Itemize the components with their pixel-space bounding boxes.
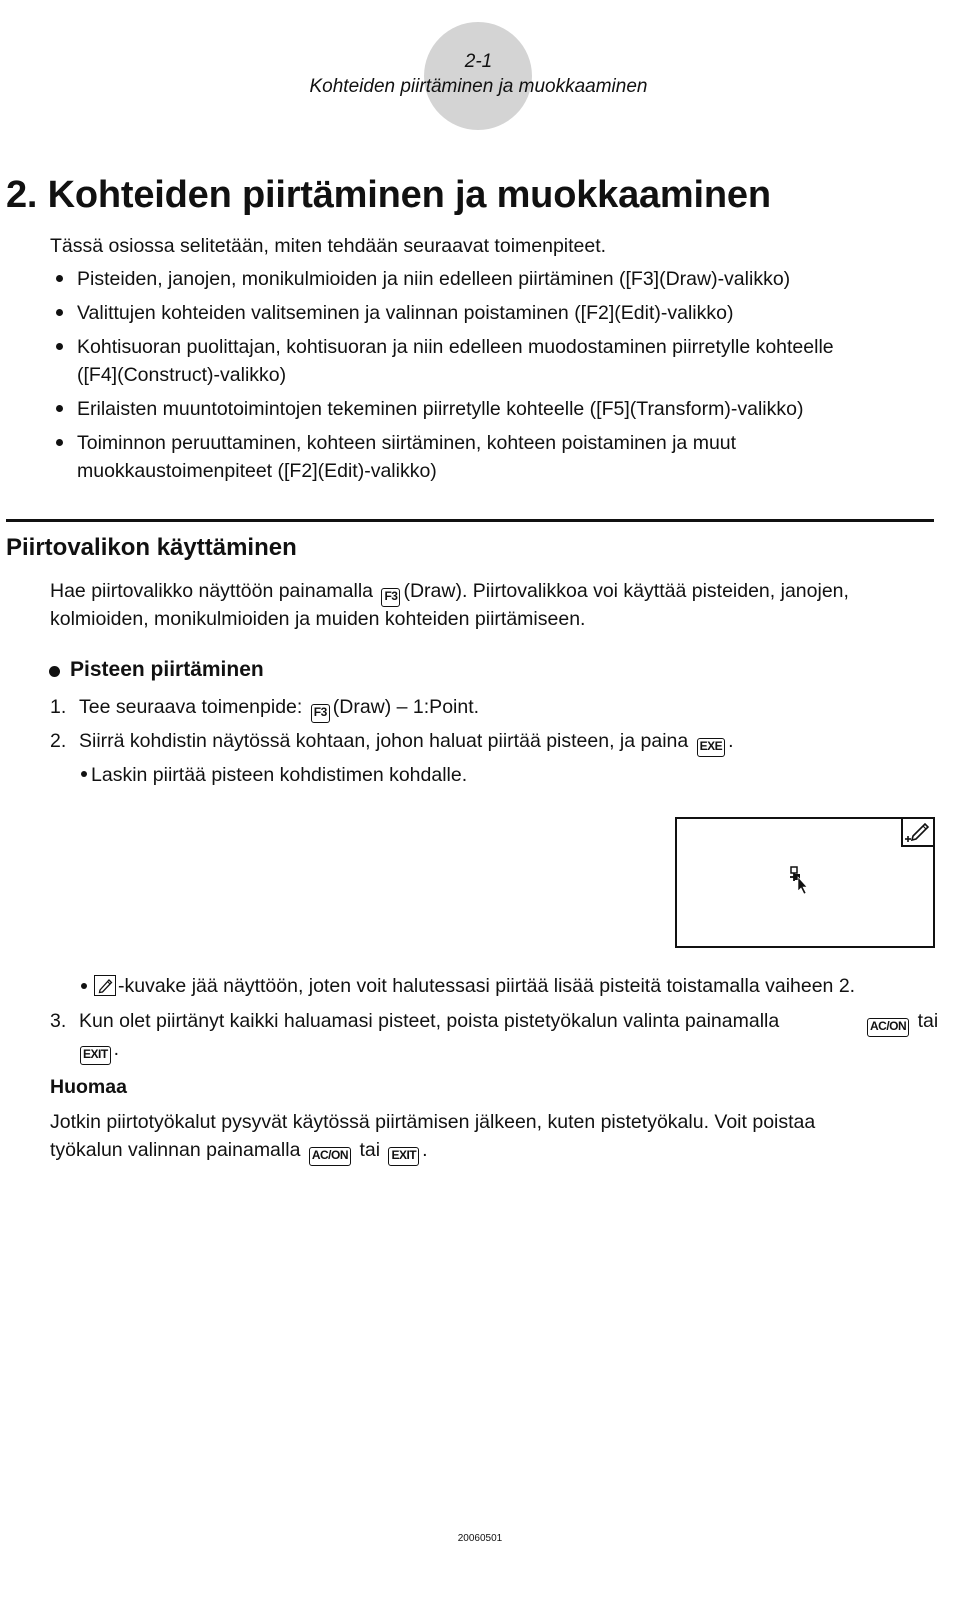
step-1-number: 1. <box>50 696 67 718</box>
paragraph-text: Hae piirtovalikko näyttöön painamalla <box>50 580 374 602</box>
list-item: Valittujen kohteiden valitseminen ja valinnan poistaminen ([F2](Edit)-valikko) <box>77 302 734 324</box>
note-title: Huomaa <box>50 1076 127 1098</box>
f3-key-icon: F3 <box>381 588 400 607</box>
subsection-title: Pisteen piirtäminen <box>70 658 264 681</box>
bullet-dot <box>56 343 63 350</box>
step-2-number: 2. <box>50 730 67 752</box>
chapter-intro: Tässä osiossa selitetään, miten tehdään seuraavat toimenpiteet. <box>50 235 607 257</box>
section-paragraph-line-1 <box>50 578 849 607</box>
bullet-dot <box>81 983 87 989</box>
step-text: tai <box>917 1010 939 1032</box>
section-paragraph-line-2: kolmioiden, monikulmioiden ja muiden kohteiden piirtämiseen. <box>50 608 586 630</box>
exe-key-icon: EXE <box>697 738 726 757</box>
running-title: Kohteiden piirtäminen ja muokkaaminen <box>309 76 648 97</box>
list-item-continuation: ([F4](Construct)-valikko) <box>77 364 287 386</box>
note-line-1: Jotkin piirtotyökalut pysyvät käytössä piirtämisen jälkeen, kuten pistetyökalu. Voit poistaa <box>50 1111 816 1133</box>
f3-key-icon: F3 <box>311 704 330 723</box>
bullet-dot <box>56 439 63 446</box>
list-item: Erilaisten muuntotoimintojen tekeminen piirretylle kohteelle ([F5](Transform)-valikko) <box>77 398 804 420</box>
list-item: Kohtisuoran puolittajan, kohtisuoran ja niin edelleen muodostaminen piirretylle kohteelle <box>77 336 834 358</box>
note-line-2 <box>50 1137 428 1166</box>
step-2-text <box>79 728 734 757</box>
step-text: Tee seuraava toimenpide: <box>79 696 303 718</box>
step-2-note: Laskin piirtää pisteen kohdistimen kohdalle. <box>91 764 468 786</box>
exit-key-icon: EXIT <box>388 1147 419 1166</box>
step-text: Siirrä kohdistin näytössä kohtaan, johon haluat piirtää pisteen, ja paina <box>79 730 689 752</box>
step-3-number: 3. <box>50 1010 67 1032</box>
pen-note <box>90 973 855 999</box>
step-text: (Draw) – 1:Point. <box>332 696 480 718</box>
list-item-continuation: muokkaustoimenpiteet ([F2](Edit)-valikko) <box>77 460 437 482</box>
list-item: Pisteiden, janojen, monikulmioiden ja niin edelleen piirtäminen ([F3](Draw)-valikko) <box>77 268 791 290</box>
note-text: työkalun valinnan painamalla <box>50 1139 301 1161</box>
exit-key-icon: EXIT <box>80 1046 111 1065</box>
list-item: Toiminnon peruuttaminen, kohteen siirtäminen, kohteen poistaminen ja muut <box>77 432 737 454</box>
note-text: tai <box>359 1139 381 1161</box>
section-divider <box>6 519 934 522</box>
step-text: Kun olet piirtänyt kaikki haluamasi pisteet, poista pistetyökalun valinta painamalla <box>79 1010 780 1032</box>
step-3-keys <box>864 1008 938 1037</box>
step-3-end <box>80 1036 119 1065</box>
ac-on-key-icon: AC/ON <box>867 1018 909 1037</box>
cursor-icon <box>789 865 811 895</box>
page-number: 2-1 <box>464 51 493 72</box>
step-text: . <box>113 1038 120 1060</box>
footer-code: 20060501 <box>457 1533 503 1544</box>
pen-icon <box>901 817 935 847</box>
note-text: -kuvake jää näyttöön, joten voit halutessasi piirtää lisää pisteitä toistamalla vaiheen 2. <box>118 975 856 997</box>
section-title: Piirtovalikon käyttäminen <box>6 534 297 561</box>
bullet-dot <box>56 309 63 316</box>
step-1-text <box>79 694 479 723</box>
pen-icon <box>94 975 116 996</box>
chapter-title: 2. Kohteiden piirtäminen ja muokkaaminen <box>6 174 771 216</box>
bullet-dot <box>81 771 87 777</box>
step-3-text <box>79 1008 779 1034</box>
paragraph-text: (Draw). Piirtovalikkoa voi käyttää pisteiden, janojen, <box>403 580 849 602</box>
subsection-bullet <box>49 666 60 677</box>
bullet-dot <box>56 275 63 282</box>
note-text: . <box>422 1139 428 1161</box>
calculator-screen <box>675 817 935 948</box>
step-text: . <box>728 730 734 752</box>
bullet-dot <box>56 405 63 412</box>
ac-on-key-icon: AC/ON <box>309 1147 351 1166</box>
